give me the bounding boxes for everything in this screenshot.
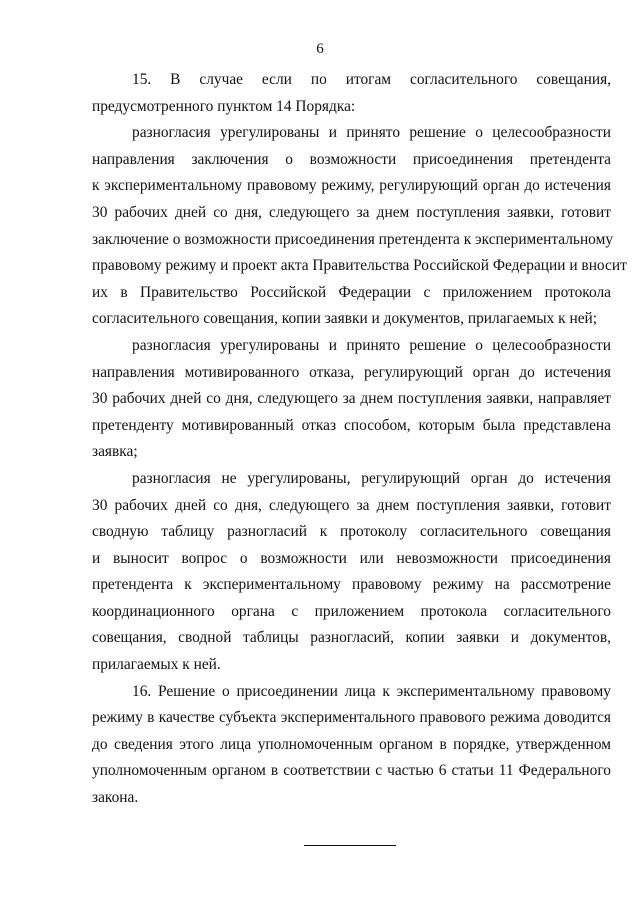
text-line: разногласия урегулированы и принято решение о целесообразности <box>132 336 611 354</box>
text-line: заявка; <box>92 443 138 461</box>
text-line: координационного органа с приложением протокола согласительного <box>92 602 611 620</box>
text-line: претенденту мотивированный отказ способом, которым была представлена <box>92 416 611 434</box>
text-line: 30 рабочих дней со дня, следующего за днем поступления заявки, направляет <box>92 390 611 408</box>
end-of-text-rule <box>304 845 396 846</box>
text-line: направления мотивированного отказа, регулирующий орган до истечения <box>92 363 611 381</box>
text-line: их в Правительство Российской Федерации с приложением протокола <box>92 283 611 301</box>
text-line: уполномоченным органом в соответствии с частью 6 статьи 11 Федерального <box>92 762 611 780</box>
paragraph-case-agreed-approval <box>92 120 627 333</box>
text-line: 15. В случае если по итогам согласительного совещания, <box>132 71 611 88</box>
text-line: 16. Решение о присоединении лица к экспериментальному правовому <box>132 682 611 700</box>
text-line: и выносит вопрос о возможности или невозможности присоединения <box>92 549 611 567</box>
text-line: разногласия урегулированы и принято решение о целесообразности <box>132 124 611 142</box>
paragraph-case-not-agreed <box>92 466 611 679</box>
text-line: 30 рабочих дней со дня, следующего за днем поступления заявки, готовит <box>92 203 611 221</box>
text-line: правовому режиму и проект акта Правительства Российской Федерации и вносит <box>92 257 627 275</box>
document-body <box>92 67 627 812</box>
text-line: совещания, сводной таблицы разногласий, копии заявки и документов, <box>92 629 611 647</box>
text-line: направления заключения о возможности присоединения претендента <box>92 150 611 168</box>
text-line: до сведения этого лица уполномоченным органом в порядке, утвержденном <box>92 735 611 753</box>
text-line: разногласия не урегулированы, регулирующий орган до истечения <box>132 469 611 487</box>
paragraph-16 <box>92 679 611 812</box>
paragraph-case-agreed-refusal <box>92 333 611 466</box>
text-line: предусмотренного пунктом 14 Порядка: <box>92 97 356 115</box>
text-line: претендента к экспериментальному правовому режиму на рассмотрение <box>92 576 611 594</box>
text-line: режиму в качестве субъекта экспериментального правового режима доводится <box>92 709 611 727</box>
text-line: прилагаемых к ней. <box>92 656 221 674</box>
text-line: сводную таблицу разногласий к протоколу согласительного совещания <box>92 523 611 541</box>
page-number: 6 <box>316 41 324 57</box>
text-line: закона. <box>92 789 139 807</box>
paragraph-15-intro <box>92 67 611 120</box>
text-line: к экспериментальному правовому режиму, регулирующий орган до истечения <box>92 177 611 195</box>
text-line: 30 рабочих дней со дня, следующего за днем поступления заявки, готовит <box>92 496 611 514</box>
text-line: заключение о возможности присоединения претендента к экспериментальному <box>92 230 614 248</box>
text-line: согласительного совещания, копии заявки и документов, прилагаемых к ней; <box>92 310 598 328</box>
